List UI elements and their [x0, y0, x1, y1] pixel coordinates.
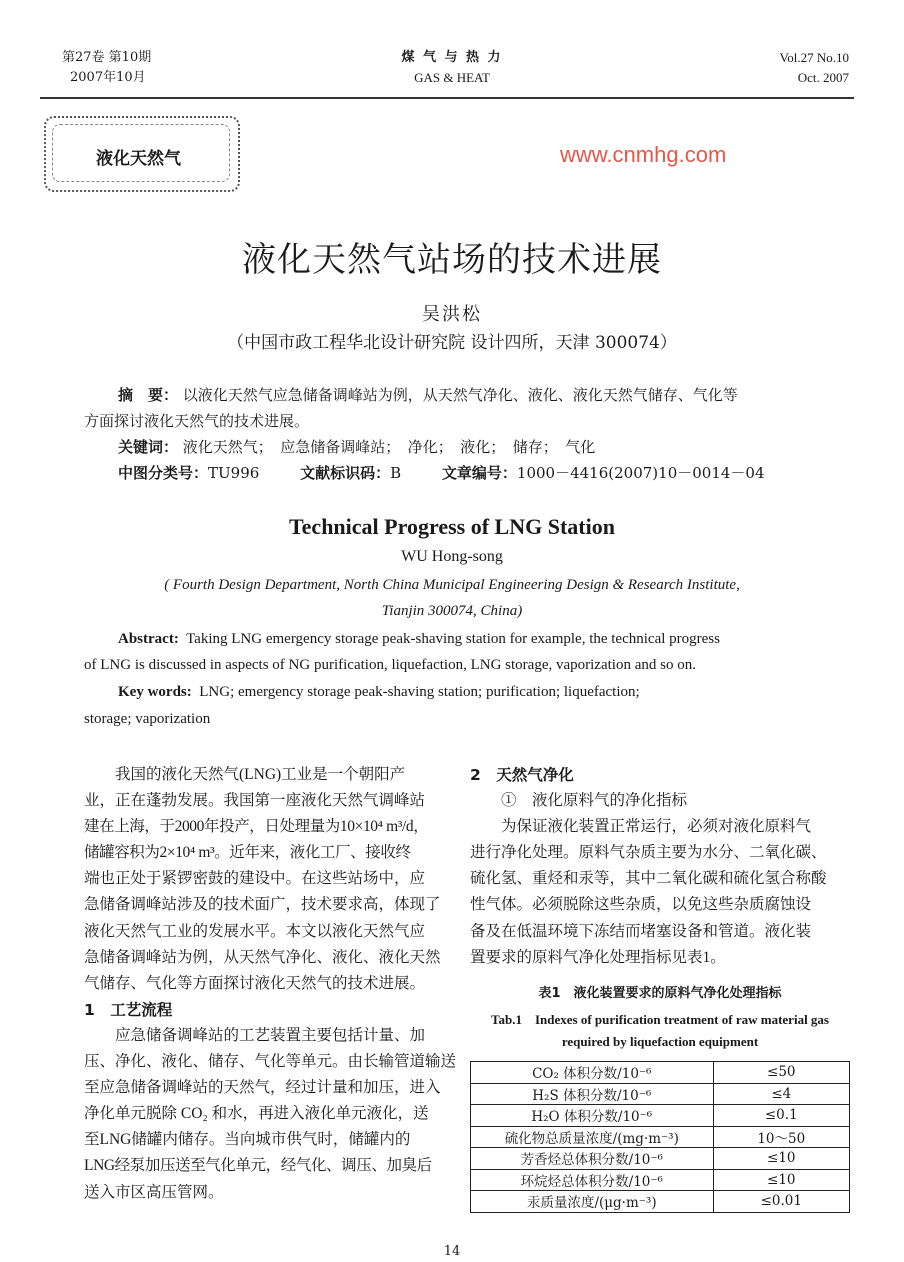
table-cell-limit: ≤50 [713, 1062, 849, 1084]
affiliation: （中国市政工程华北设计研究院 设计四所，天津 300074） [227, 333, 677, 353]
table-row [471, 1169, 850, 1191]
section2-line: 备及在低温环境下冻结而堵塞设备和管道。液化装 [470, 922, 812, 940]
table-cell-limit: ≤4 [713, 1083, 849, 1105]
journal-date: 2007年10月 [70, 70, 146, 85]
section1-line: LNG经泵加压送至气化单元，经气化、调压、加臭后 [84, 1157, 432, 1175]
journal-name-cn: 煤 气 与 热 力 [401, 50, 503, 65]
doc-code-value: B [390, 464, 402, 482]
subsection-heading: ① 液化原料气的净化指标 [501, 792, 688, 810]
table-row [471, 1148, 850, 1170]
table-cell-parameter: 芳香烃总体积分数/10⁻⁶ [471, 1148, 714, 1170]
intro-line: 建在上海，于2000年投产，日处理量为10×10⁴ m³/d， [84, 818, 429, 836]
table-cell-parameter: 汞质量浓度/(μg·m⁻³) [471, 1191, 714, 1213]
table-row [471, 1105, 850, 1127]
english-abstract-line1: Taking LNG emergency storage peak-shaving station for example, the technical progress [186, 631, 720, 647]
english-affiliation-line2: Tianjin 300074, China) [381, 603, 523, 619]
section2-line: 硫化氢、重烃和汞等，其中二氧化碳和硫化氢合称酸 [470, 870, 827, 888]
table-cell-parameter: CO₂ 体积分数/10⁻⁶ [471, 1062, 714, 1084]
journal-date-en: Oct. 2007 [797, 70, 849, 85]
table-caption-cn: 表1 液化装置要求的原料气净化处理指标 [538, 986, 782, 1001]
author: 吴洪松 [422, 304, 482, 325]
header-rule [40, 97, 854, 99]
section-badge: 液化天然气 [96, 149, 181, 169]
table-row [471, 1062, 850, 1084]
intro-line: 液化天然气工业的发展水平。本文以液化天然气应 [84, 922, 426, 940]
right-column [470, 762, 842, 971]
left-column [84, 762, 456, 1206]
table-caption-en1: Tab.1 Indexes of purification treatment of raw material gas [491, 1012, 829, 1027]
doc-code-label: 文献标识码： [300, 464, 391, 482]
abstract-line2: 方面探讨液化天然气的技术进展。 [84, 412, 310, 430]
watermark: www.cnmhg.com [560, 142, 727, 167]
keywords-label: 关键词： [118, 438, 179, 456]
table-cell-limit: ≤10 [713, 1148, 849, 1170]
article-no-label: 文章编号： [441, 464, 517, 482]
english-affiliation-line1: ( Fourth Design Department, North China Municipal Engineering Design & Research Institute, [164, 577, 740, 593]
section1-line: 送入市区高压管网。 [84, 1183, 224, 1201]
abstract-line1: 以液化天然气应急储备调峰站为例，从天然气净化、液化、液化天然气储存、气化等 [182, 386, 738, 404]
journal-volume: 第27卷 第10期 [62, 50, 152, 65]
clc-label: 中图分类号： [118, 464, 209, 482]
table-cell-limit: ≤10 [713, 1169, 849, 1191]
table-cell-parameter: 硫化物总质量浓度/(mg·m⁻³) [471, 1126, 714, 1148]
english-keywords-label: Key words: [118, 684, 192, 700]
section1-line: 压、净化、液化、储存、气化等单元。由长输管道输送 [84, 1053, 457, 1071]
table-row [471, 1191, 850, 1213]
section2-line: 性气体。必须脱除这些杂质，以免这些杂质腐蚀设 [470, 896, 812, 914]
english-keywords-line1: LNG; emergency storage peak-shaving station; purification; liquefaction; [199, 684, 640, 700]
section1-line: 应急储备调峰站的工艺装置主要包括计量、加 [115, 1026, 426, 1044]
section2-line: 进行净化处理。原料气杂质主要为水分、二氧化碳、 [470, 844, 827, 862]
table-cell-parameter: H₂O 体积分数/10⁻⁶ [471, 1105, 714, 1127]
intro-line: 气储存、气化等方面探讨液化天然气的技术进展。 [84, 974, 426, 992]
keywords: 液化天然气； 应急储备调峰站； 净化； 液化； 储存； 气化 [182, 438, 596, 456]
journal-name-en: GAS & HEAT [414, 70, 490, 85]
paper-title: 液化天然气站场的技术进展 [242, 240, 662, 280]
section2-line: 为保证液化装置正常运行，必须对液化原料气 [501, 818, 812, 836]
english-keywords-line2: storage; vaporization [84, 711, 211, 727]
clc-value: TU996 [208, 464, 260, 482]
english-author: WU Hong-song [401, 548, 503, 565]
page-number: 14 [443, 1244, 461, 1259]
intro-line: 端也正处于紧锣密鼓的建设中。在这些站场中，应 [84, 870, 426, 888]
journal-volume-en: Vol.27 No.10 [779, 50, 849, 65]
intro-line: 储罐容积为2×10⁴ m³。近年来，液化工厂、接收终 [84, 844, 411, 862]
english-abstract-label: Abstract: [118, 631, 179, 647]
table-row [471, 1083, 850, 1105]
english-title: Technical Progress of LNG Station [289, 514, 615, 539]
table-cell-limit: ≤0.01 [713, 1191, 849, 1213]
article-no-value: 1000－4416(2007)10－0014－04 [516, 464, 765, 482]
section1-line: 至LNG储罐内储存。当向城市供气时，储罐内的 [84, 1131, 411, 1149]
table-cell-limit: 10～50 [713, 1126, 849, 1148]
section1-heading: 1 工艺流程 [84, 1000, 173, 1019]
purification-index-table [470, 1061, 850, 1213]
table-cell-parameter: 环烷烃总体积分数/10⁻⁶ [471, 1169, 714, 1191]
table-caption-en2: required by liquefaction equipment [561, 1034, 759, 1049]
english-abstract-line2: of LNG is discussed in aspects of NG purification, liquefaction, LNG storage, vaporization and so on. [84, 657, 696, 673]
intro-line: 急储备调峰站为例，从天然气净化、液化、液化天然 [84, 948, 441, 966]
table-cell-limit: ≤0.1 [713, 1105, 849, 1127]
section1-line: 净化单元脱除 CO₂ 和水，再进入液化单元液化，送 [84, 1105, 429, 1123]
table-cell-parameter: H₂S 体积分数/10⁻⁶ [471, 1083, 714, 1105]
section2-heading: 2 天然气净化 [470, 766, 574, 784]
table-row [471, 1126, 850, 1148]
section2-line: 置要求的原料气净化处理指标见表1。 [470, 948, 726, 966]
intro-line: 业，正在蓬勃发展。我国第一座液化天然气调峰站 [84, 792, 426, 810]
section1-line: 至应急储备调峰站的天然气，经过计量和加压，进入 [84, 1079, 441, 1097]
abstract-label: 摘 要： [118, 386, 179, 404]
intro-line: 我国的液化天然气(LNG)工业是一个朝阳产 [115, 766, 406, 783]
intro-line: 急储备调峰站涉及的技术面广，技术要求高，体现了 [84, 896, 441, 914]
